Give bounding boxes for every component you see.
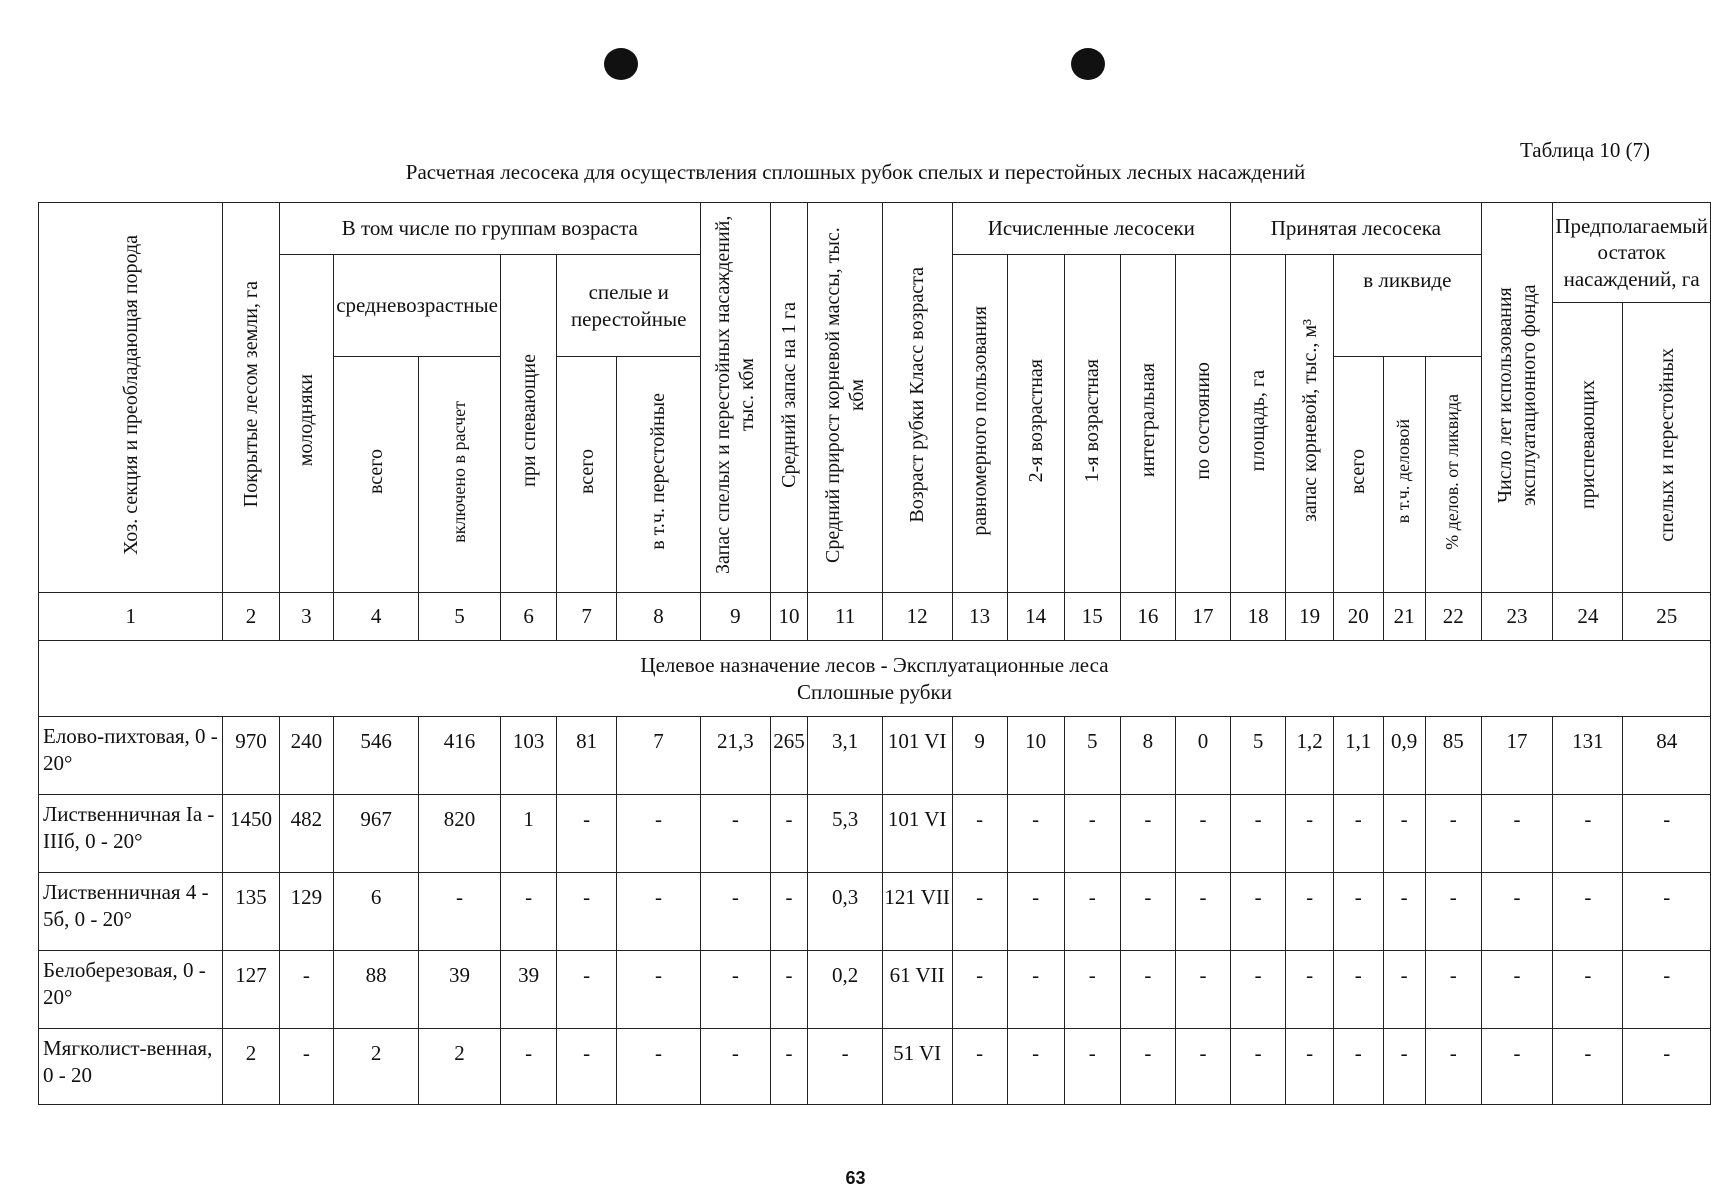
col-number: 2	[223, 593, 279, 641]
data-cell: 127	[223, 951, 279, 1029]
logging-table	[38, 202, 1711, 1105]
binder-hole-left	[604, 48, 638, 80]
data-cell: -	[616, 795, 700, 873]
col-number: 11	[808, 593, 882, 641]
data-cell: -	[1175, 951, 1230, 1029]
data-cell: 0,3	[808, 873, 882, 951]
header-c7: всего	[557, 357, 616, 593]
data-cell: -	[419, 873, 501, 951]
data-cell: 482	[279, 795, 334, 873]
data-cell: 2	[334, 1029, 419, 1105]
data-cell: -	[1231, 1029, 1286, 1105]
data-cell: 7	[616, 717, 700, 795]
data-cell: -	[700, 1029, 770, 1105]
table-label: Таблица 10 (7)	[1520, 138, 1651, 162]
data-cell: 1,2	[1286, 717, 1334, 795]
data-cell: -	[770, 873, 808, 951]
data-cell: 2	[419, 1029, 501, 1105]
header-c16: интегральная	[1120, 255, 1175, 593]
data-cell: -	[500, 873, 557, 951]
col-number: 18	[1231, 593, 1286, 641]
data-cell: 81	[557, 717, 616, 795]
data-cell: -	[1007, 795, 1064, 873]
data-cell: -	[1286, 1029, 1334, 1105]
data-cell: -	[952, 795, 1007, 873]
data-cell: -	[1231, 795, 1286, 873]
data-cell: -	[1553, 951, 1623, 1029]
data-cell: 103	[500, 717, 557, 795]
data-cell: 61 VII	[882, 951, 952, 1029]
row-name: Лиственничная Ia - IIIб, 0 - 20°	[39, 795, 223, 873]
data-cell: -	[1383, 795, 1425, 873]
header-c5: включено в расчет	[419, 357, 501, 593]
data-cell: -	[1425, 1029, 1481, 1105]
data-cell: -	[1175, 873, 1230, 951]
header-c24: приспевающих	[1553, 303, 1623, 593]
col-number: 24	[1553, 593, 1623, 641]
data-cell: -	[1383, 951, 1425, 1029]
data-cell: 967	[334, 795, 419, 873]
data-cell: 9	[952, 717, 1007, 795]
data-cell: 1	[500, 795, 557, 873]
data-cell: -	[1333, 951, 1383, 1029]
data-cell: -	[1481, 951, 1553, 1029]
data-cell: -	[1383, 873, 1425, 951]
col-number: 23	[1481, 593, 1553, 641]
data-cell: -	[1481, 795, 1553, 873]
table-row	[39, 951, 1711, 1029]
data-cell: -	[500, 1029, 557, 1105]
data-cell: 131	[1553, 717, 1623, 795]
header-c4: всего	[334, 357, 419, 593]
data-cell: 21,3	[700, 717, 770, 795]
table-row	[39, 873, 1711, 951]
data-cell: 129	[279, 873, 334, 951]
data-cell: 121 VII	[882, 873, 952, 951]
data-cell: 10	[1007, 717, 1064, 795]
data-cell: -	[770, 795, 808, 873]
data-cell: -	[1481, 1029, 1553, 1105]
col-number: 13	[952, 593, 1007, 641]
table-container	[38, 202, 1711, 1105]
data-cell: 3,1	[808, 717, 882, 795]
data-cell: -	[700, 795, 770, 873]
data-cell: 0	[1175, 717, 1230, 795]
data-cell: -	[279, 951, 334, 1029]
col-number: 22	[1425, 593, 1481, 641]
row-name: Елово-пихтовая, 0 - 20°	[39, 717, 223, 795]
section-row	[39, 641, 1711, 717]
header-group-liquid: в ликвиде	[1333, 255, 1481, 357]
data-cell: 0,2	[808, 951, 882, 1029]
data-cell: -	[1286, 951, 1334, 1029]
data-cell: -	[952, 873, 1007, 951]
data-cell: -	[557, 951, 616, 1029]
header-c18: площадь, га	[1231, 255, 1286, 593]
header-group-remainder: Предполагаемый остаток насаждений, га	[1553, 203, 1711, 303]
data-cell: -	[952, 1029, 1007, 1105]
header-c1: Хоз. секция и преобладающая порода	[39, 203, 223, 593]
data-cell: -	[1623, 873, 1711, 951]
data-cell: -	[1175, 795, 1230, 873]
data-cell: -	[557, 1029, 616, 1105]
data-cell: -	[1623, 1029, 1711, 1105]
col-number: 17	[1175, 593, 1230, 641]
data-cell: -	[1333, 795, 1383, 873]
data-cell: -	[557, 795, 616, 873]
data-cell: 2	[223, 1029, 279, 1105]
data-cell: -	[1553, 873, 1623, 951]
header-c2: Покрытые лесом земли, га	[223, 203, 279, 593]
data-cell: -	[1064, 873, 1120, 951]
col-number: 12	[882, 593, 952, 641]
header-c6: при спевающие	[500, 255, 557, 593]
data-cell: -	[1333, 1029, 1383, 1105]
col-number: 15	[1064, 593, 1120, 641]
data-cell: 5	[1064, 717, 1120, 795]
page-number: 63	[845, 1168, 866, 1188]
data-cell: -	[557, 873, 616, 951]
data-cell: 265	[770, 717, 808, 795]
header-c13: равномерного пользования	[952, 255, 1007, 593]
data-cell: 84	[1623, 717, 1711, 795]
col-number: 3	[279, 593, 334, 641]
data-cell: -	[1425, 951, 1481, 1029]
section-line-1: Целевое назначение лесов - Эксплуатационные леса	[640, 653, 1109, 678]
data-cell: 1450	[223, 795, 279, 873]
header-c20: всего	[1333, 357, 1383, 593]
data-cell: -	[1623, 951, 1711, 1029]
data-cell: 39	[419, 951, 501, 1029]
data-cell: -	[1623, 795, 1711, 873]
table-row	[39, 717, 1711, 795]
header-group-ripe: спелые и перестойные	[557, 255, 701, 357]
header-c3: молодняки	[279, 255, 334, 593]
header-group-middle-aged: средневозрастные	[334, 255, 501, 357]
data-cell: -	[1481, 873, 1553, 951]
data-cell: 101 VI	[882, 717, 952, 795]
data-cell: -	[1333, 873, 1383, 951]
data-cell: -	[1120, 1029, 1175, 1105]
col-number: 1	[39, 593, 223, 641]
data-cell: -	[1286, 795, 1334, 873]
data-cell: -	[1553, 795, 1623, 873]
data-cell: -	[700, 873, 770, 951]
data-cell: -	[952, 951, 1007, 1029]
header-c19: запас корневой, тыс., м³	[1286, 255, 1334, 593]
col-number: 5	[419, 593, 501, 641]
table-row	[39, 1029, 1711, 1105]
data-cell: -	[770, 1029, 808, 1105]
data-cell: -	[1120, 795, 1175, 873]
col-number: 6	[500, 593, 557, 641]
data-cell: 6	[334, 873, 419, 951]
header-group-age: В том числе по группам возраста	[279, 203, 700, 255]
header-group-calculated: Исчисленные лесосеки	[952, 203, 1231, 255]
header-group-accepted: Принятая лесосека	[1231, 203, 1482, 255]
header-c9: Запас спелых и перестойных насаждений, тыс. кбм	[700, 203, 770, 593]
data-cell: 135	[223, 873, 279, 951]
data-cell: 5	[1231, 717, 1286, 795]
data-cell: -	[1383, 1029, 1425, 1105]
data-cell: 85	[1425, 717, 1481, 795]
header-c22: % делов. от ликвида	[1425, 357, 1481, 593]
data-cell: -	[1286, 873, 1334, 951]
data-cell: -	[1425, 873, 1481, 951]
header-c12: Возраст рубки Класс возраста	[882, 203, 952, 593]
col-number: 4	[334, 593, 419, 641]
col-number: 7	[557, 593, 616, 641]
data-cell: 970	[223, 717, 279, 795]
data-cell: -	[770, 951, 808, 1029]
data-cell: -	[1120, 873, 1175, 951]
data-cell: 546	[334, 717, 419, 795]
data-cell: -	[1553, 1029, 1623, 1105]
data-cell: -	[616, 1029, 700, 1105]
data-cell: -	[1064, 1029, 1120, 1105]
row-name: Лиственничная 4 - 5б, 0 - 20°	[39, 873, 223, 951]
header-c15: 1-я возрастная	[1064, 255, 1120, 593]
data-cell: -	[616, 873, 700, 951]
col-number: 8	[616, 593, 700, 641]
data-cell: -	[1007, 1029, 1064, 1105]
row-name: Мягколист-венная, 0 - 20	[39, 1029, 223, 1105]
col-number: 19	[1286, 593, 1334, 641]
column-number-row	[39, 593, 1711, 641]
col-number: 20	[1333, 593, 1383, 641]
header-c23: Число лет использования эксплуатационного фонда	[1481, 203, 1553, 593]
header-c8: в т.ч. перестойные	[616, 357, 700, 593]
data-cell: -	[1425, 795, 1481, 873]
header-c10: Средний запас на 1 га	[770, 203, 808, 593]
table-row	[39, 795, 1711, 873]
data-cell: 17	[1481, 717, 1553, 795]
data-rows	[39, 717, 1711, 1105]
data-cell: 101 VI	[882, 795, 952, 873]
data-cell: 88	[334, 951, 419, 1029]
data-cell: -	[1007, 873, 1064, 951]
data-cell: 39	[500, 951, 557, 1029]
data-cell: -	[808, 1029, 882, 1105]
data-cell: -	[616, 951, 700, 1029]
data-cell: 820	[419, 795, 501, 873]
data-cell: 51 VI	[882, 1029, 952, 1105]
binder-hole-right	[1071, 48, 1105, 80]
data-cell: -	[279, 1029, 334, 1105]
data-cell: -	[1064, 951, 1120, 1029]
data-cell: 240	[279, 717, 334, 795]
data-cell: 1,1	[1333, 717, 1383, 795]
data-cell: -	[1120, 951, 1175, 1029]
data-cell: -	[1007, 951, 1064, 1029]
data-cell: -	[1064, 795, 1120, 873]
data-cell: -	[1175, 1029, 1230, 1105]
section-line-2: Сплошные рубки	[797, 679, 952, 704]
col-number: 21	[1383, 593, 1425, 641]
col-number: 9	[700, 593, 770, 641]
header-c21: в т.ч. деловой	[1383, 357, 1425, 593]
col-number: 25	[1623, 593, 1711, 641]
data-cell: 5,3	[808, 795, 882, 873]
data-cell: -	[1231, 873, 1286, 951]
header-c14: 2-я возрастная	[1007, 255, 1064, 593]
data-cell: 8	[1120, 717, 1175, 795]
row-name: Белоберезовая, 0 - 20°	[39, 951, 223, 1029]
col-number: 10	[770, 593, 808, 641]
col-number: 16	[1120, 593, 1175, 641]
data-cell: -	[700, 951, 770, 1029]
header-c17: по состоянию	[1175, 255, 1230, 593]
header-c11: Средний прирост корневой массы, тыс. кбм	[808, 203, 882, 593]
data-cell: 0,9	[1383, 717, 1425, 795]
section-heading	[39, 641, 1711, 717]
col-number: 14	[1007, 593, 1064, 641]
data-cell: 416	[419, 717, 501, 795]
page-title: Расчетная лесосека для осуществления сплошных рубок спелых и перестойных лесных насаждений	[405, 160, 1306, 184]
header-c25: спелых и перестойных	[1623, 303, 1711, 593]
data-cell: -	[1231, 951, 1286, 1029]
